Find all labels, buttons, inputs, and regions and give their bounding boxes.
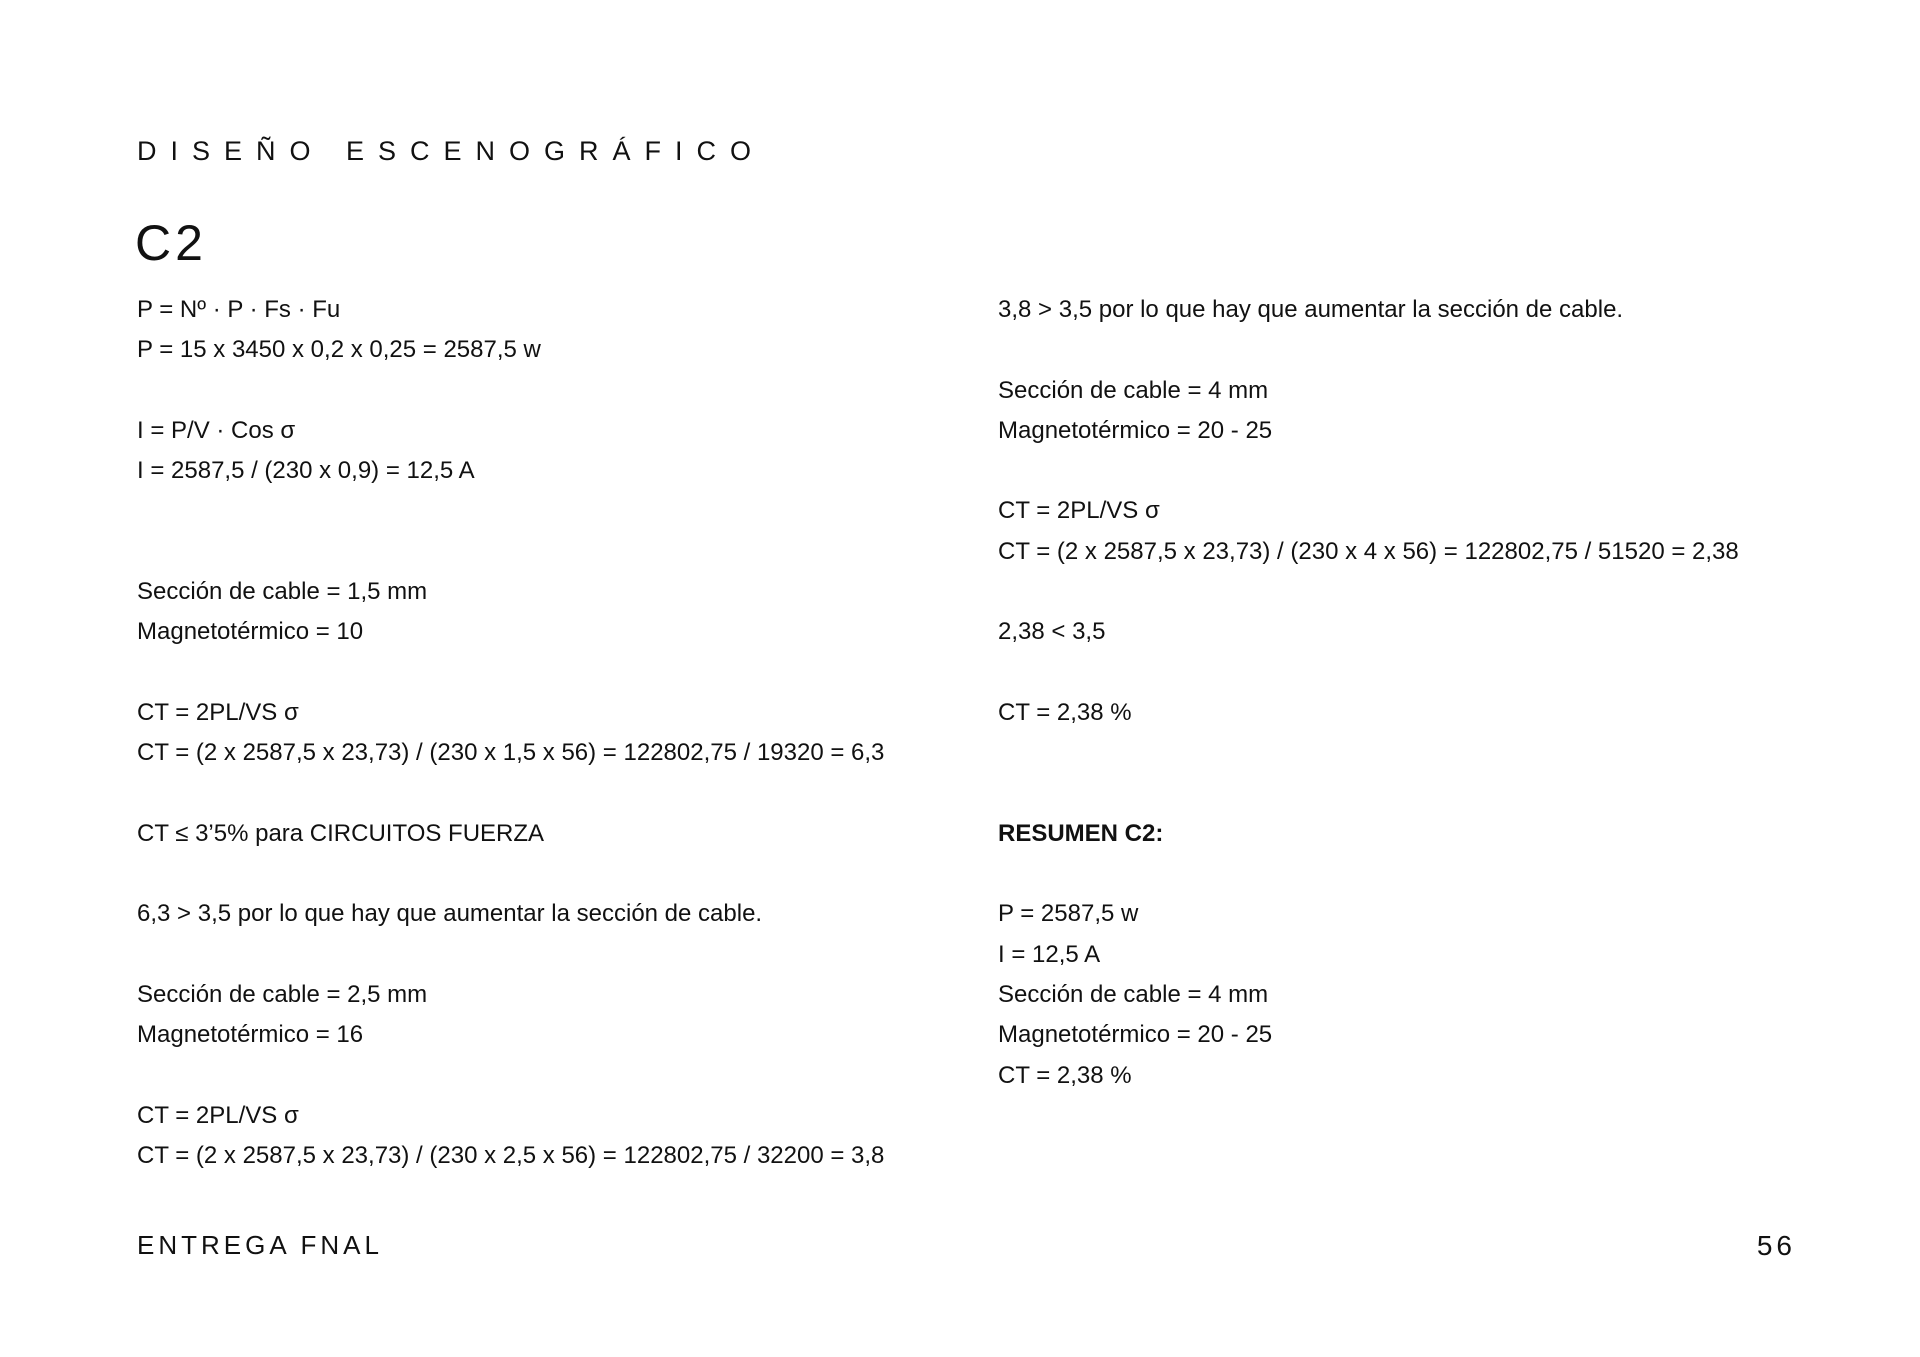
text-line: CT = 2PL/VS σ	[998, 497, 1160, 525]
text-line: 3,8 > 3,5 por lo que hay que aumentar la sección de cable.	[998, 296, 1624, 323]
text-line: Sección de cable = 4 mm	[998, 981, 1269, 1009]
blank-line	[998, 653, 1838, 693]
text-line: CT = 2PL/VS σ	[137, 698, 299, 726]
left-column	[137, 290, 977, 1177]
blank-line	[137, 935, 977, 975]
blank-line	[137, 1056, 977, 1096]
text-line: 6,3 > 3,5 por lo que hay que aumentar la sección de cable.	[137, 900, 763, 928]
text-line: Sección de cable = 2,5 mm	[137, 981, 428, 1009]
blank-line	[137, 491, 977, 531]
blank-line	[137, 371, 977, 411]
page-number: 56	[1756, 1230, 1796, 1261]
text-line: Magnetotérmico = 20 - 25	[998, 1021, 1273, 1049]
text-line: CT ≤ 3’5% para CIRCUITOS FUERZA	[137, 819, 545, 847]
text-line: CT = (2 x 2587,5 x 23,73) / (230 x 4 x 56) = 122802,75 / 51520 = 2,38	[998, 537, 1739, 565]
text-line: I = P/V · Cos σ	[137, 416, 296, 444]
text-line: CT = 2,38 %	[998, 1061, 1132, 1089]
blank-line	[998, 854, 1838, 894]
text-line: P = 15 x 3450 x 0,2 x 0,25 = 2587,5 w	[137, 336, 541, 364]
document-header-title: DISEÑO ESCENOGRÁFICO	[137, 136, 766, 166]
text-line: I = 2587,5 / (230 x 0,9) = 12,5 A	[137, 457, 475, 485]
blank-line	[137, 532, 977, 572]
blank-line	[137, 653, 977, 693]
blank-line	[998, 330, 1838, 370]
blank-line	[998, 451, 1838, 491]
blank-line	[998, 733, 1838, 773]
text-line: Sección de cable = 1,5 mm	[137, 578, 428, 606]
text-line: I = 12,5 A	[998, 940, 1101, 968]
text-line: CT = 2PL/VS σ	[137, 1101, 299, 1129]
section-heading: C2	[135, 215, 207, 271]
text-line: Magnetotérmico = 20 - 25	[998, 416, 1273, 444]
right-column	[998, 290, 1838, 1096]
text-line: CT = (2 x 2587,5 x 23,73) / (230 x 1,5 x 56) = 122802,75 / 19320 = 6,3	[137, 739, 885, 767]
text-line: P = 2587,5 w	[998, 900, 1139, 928]
text-line: CT = (2 x 2587,5 x 23,73) / (230 x 2,5 x 56) = 122802,75 / 32200 = 3,8	[137, 1142, 885, 1170]
text-line: Magnetotérmico = 16	[137, 1021, 364, 1049]
text-line: CT = 2,38 %	[998, 698, 1132, 726]
blank-line	[137, 774, 977, 814]
summary-heading: RESUMEN C2:	[998, 819, 1164, 847]
text-line: Sección de cable = 4 mm	[998, 376, 1269, 404]
blank-line	[137, 854, 977, 894]
text-line: Magnetotérmico = 10	[137, 618, 364, 646]
blank-line	[998, 572, 1838, 612]
footer-label: ENTREGA FNAL	[137, 1230, 383, 1260]
blank-line	[998, 774, 1838, 814]
text-line: P = Nº · P · Fs · Fu	[137, 296, 341, 323]
text-line: 2,38 < 3,5	[998, 618, 1106, 646]
